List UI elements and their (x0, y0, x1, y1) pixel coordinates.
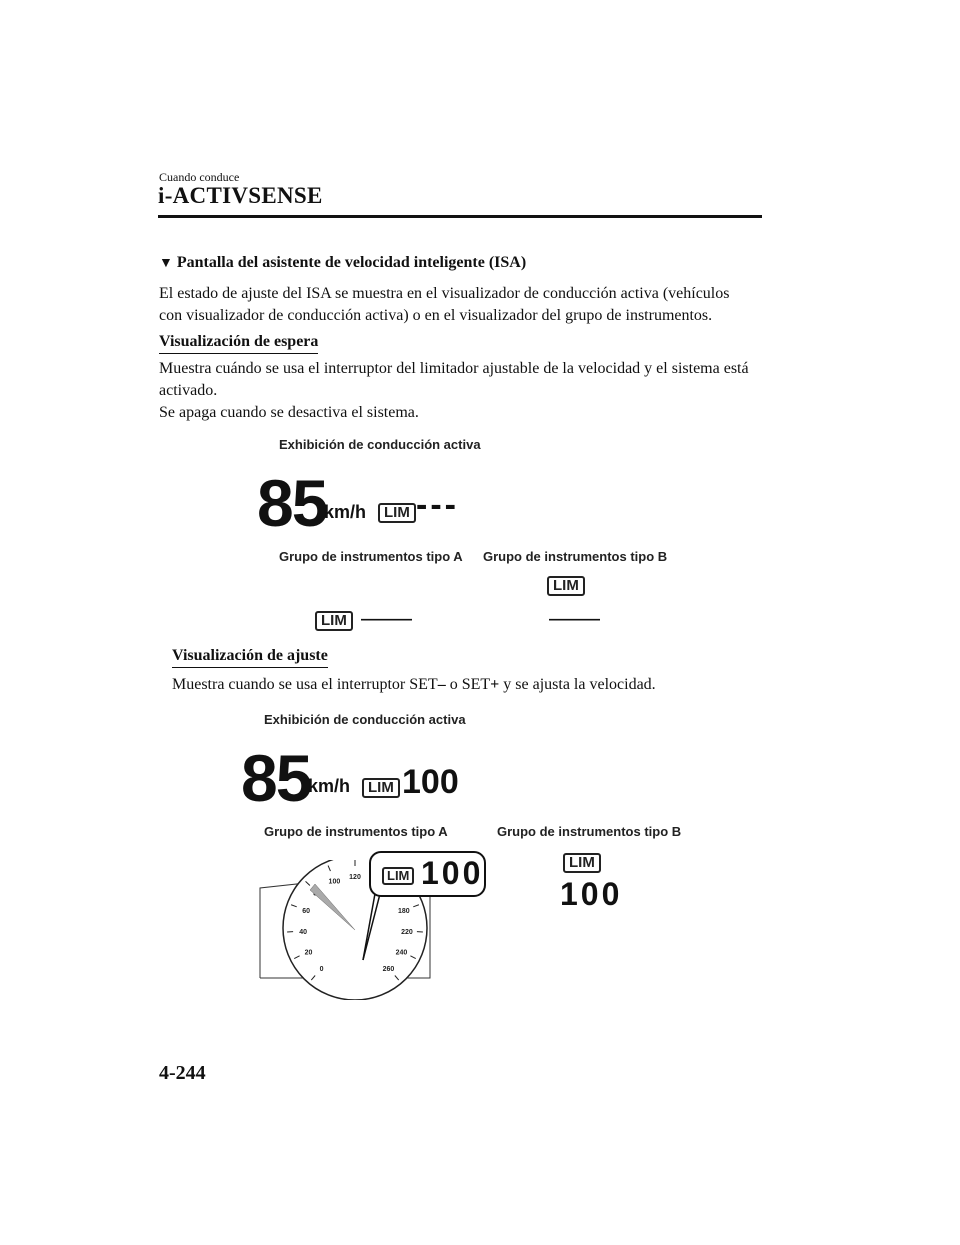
setting-line-part: o SET (445, 676, 491, 693)
setting-cluster-b-caption: Grupo de instrumentos tipo B (497, 824, 682, 839)
dial-tick-label: 0 (319, 965, 324, 973)
standby-paragraph (159, 358, 769, 424)
setting-adh-caption: Exhibición de conducción activa (264, 712, 466, 727)
section-heading (159, 254, 526, 272)
dial-tick-label: 100 (328, 878, 341, 886)
triangle-bullet-icon: ▼ (159, 256, 173, 271)
standby-line: Se apaga cuando se desactiva el sistema. (159, 404, 419, 421)
dial-tick-label: 180 (398, 908, 410, 916)
standby-lim-badge: LIM (378, 503, 416, 523)
standby-cluster-a-lim-badge: LIM (315, 611, 353, 631)
dial-tick-label: 20 (304, 949, 313, 957)
intro-line: con visualizador de conducción activa) o en el visualizador del grupo de instrumentos. (159, 307, 713, 324)
setting-cluster-b-value: 100 (560, 876, 623, 912)
standby-limit-value: --- (416, 486, 459, 524)
setting-line-part: Muestra cuando se usa el interruptor SET (172, 676, 438, 693)
dial-tick-label: 40 (299, 929, 307, 937)
setting-lim-badge: LIM (362, 778, 400, 798)
setting-cluster-b-lim-badge: LIM (563, 853, 601, 873)
standby-line: Muestra cuándo se usa el interruptor del limitador ajustable de la velocidad y el sistema está (159, 360, 749, 377)
standby-cluster-b-lim-badge: LIM (547, 576, 585, 596)
header-rule (158, 215, 762, 218)
chapter-title: i-ACTIVSENSE (158, 183, 323, 208)
standby-speed: 85 (257, 466, 327, 540)
setting-title: Visualización de ajuste (172, 647, 328, 668)
dial-tick-label: 260 (382, 965, 395, 973)
standby-cluster-b-caption: Grupo de instrumentos tipo B (483, 549, 668, 564)
breadcrumb: Cuando conduce (159, 170, 240, 184)
intro-paragraph (159, 283, 769, 327)
plus-icon: + (490, 676, 500, 693)
setting-line-part: y se ajusta la velocidad. (499, 676, 656, 693)
setting-paragraph (172, 674, 782, 696)
page-number: 4-244 (159, 1062, 206, 1084)
standby-line: activado. (159, 382, 218, 399)
section-heading-text: Pantalla del asistente de velocidad inteligente (ISA) (176, 254, 527, 271)
dial-tick-label: 60 (302, 908, 311, 916)
standby-cluster-b-value: ——— (549, 609, 600, 628)
setting-speed: 85 (241, 741, 311, 815)
standby-cluster-a-value: ——— (361, 609, 412, 628)
dial-tick-label: 120 (349, 874, 361, 881)
intro-line: El estado de ajuste del ISA se muestra en el visualizador de conducción activa (vehículos (159, 285, 730, 302)
dial-tick-label: 240 (395, 949, 408, 957)
setting-cluster-a-caption: Grupo de instrumentos tipo A (264, 824, 448, 839)
standby-cluster-a-caption: Grupo de instrumentos tipo A (279, 549, 463, 564)
setting-unit: km/h (308, 776, 351, 796)
dial-tick-label: 220 (401, 929, 413, 937)
minus-icon: – (437, 676, 446, 693)
callout-bubble (369, 851, 486, 897)
standby-adh-caption: Exhibición de conducción activa (279, 437, 481, 452)
standby-unit: km/h (324, 502, 367, 522)
standby-title: Visualización de espera (159, 333, 318, 354)
setting-limit-value: 100 (402, 763, 459, 801)
callout-lim-badge: LIM (382, 867, 414, 885)
setting-cluster-a-value: 100 (421, 855, 484, 891)
